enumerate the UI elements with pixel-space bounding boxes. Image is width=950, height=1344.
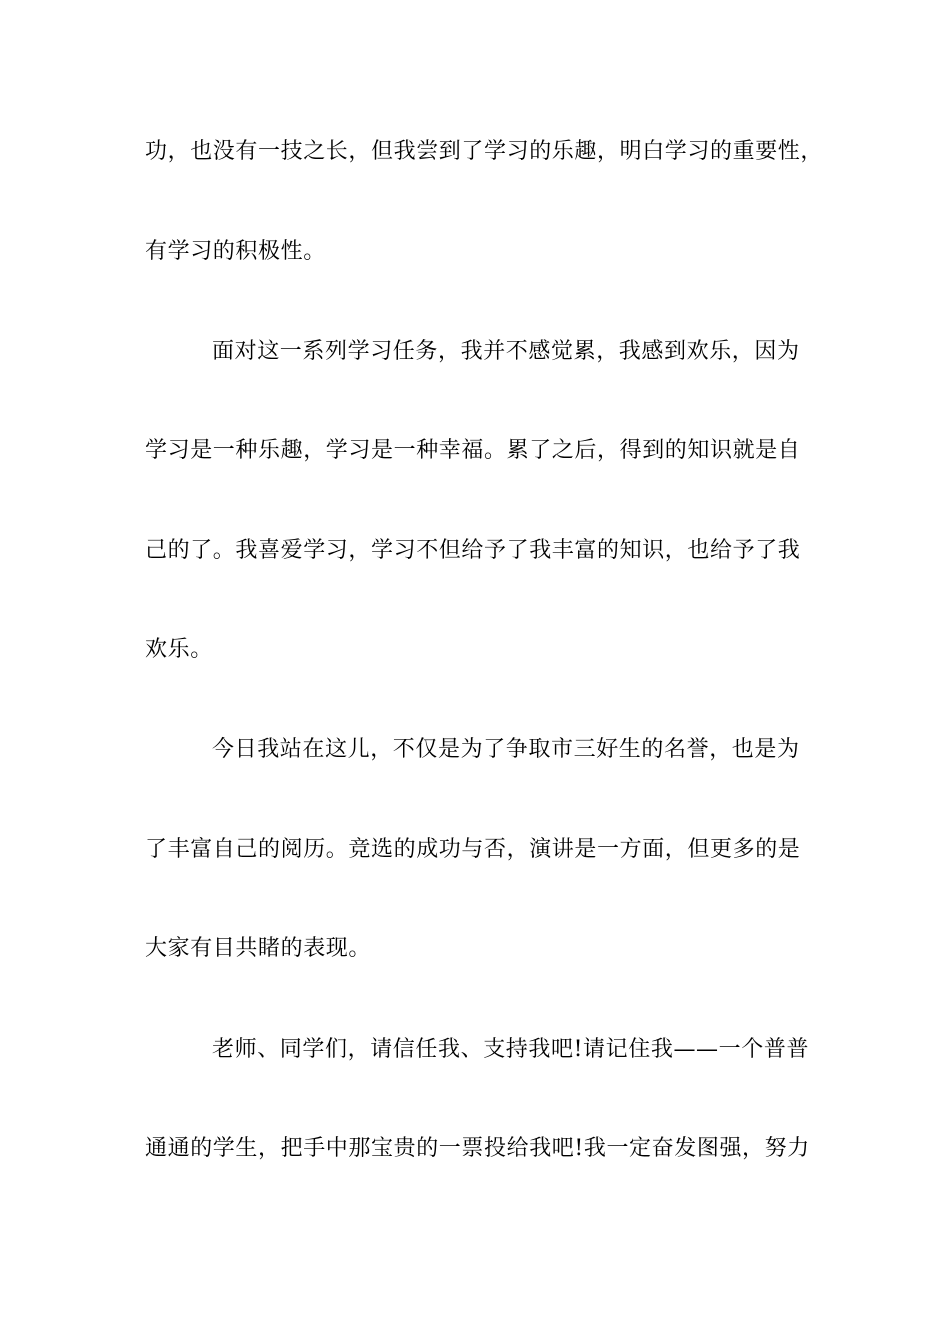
text-line: 学习是一种乐趣，学习是一种幸福。累了之后，得到的知识就是自 bbox=[145, 438, 801, 463]
text-line: 有学习的积极性。 bbox=[145, 239, 326, 264]
text-line: 了丰富自己的阅历。竞选的成功与否，演讲是一方面，但更多的是 bbox=[145, 837, 801, 862]
paragraph-start-line: 老师、同学们，请信任我、支持我吧!请记住我——一个普普 bbox=[212, 1037, 810, 1062]
text-line: 欢乐。 bbox=[145, 637, 213, 662]
paragraph-start-line: 今日我站在这儿，不仅是为了争取市三好生的名誉，也是为 bbox=[212, 737, 800, 762]
paragraph-start-line: 面对这一系列学习任务，我并不感觉累，我感到欢乐，因为 bbox=[212, 339, 800, 364]
text-line: 通通的学生，把手中那宝贵的一票投给我吧!我一定奋发图强，努力 bbox=[145, 1136, 810, 1161]
text-line: 己的了。我喜爱学习，学习不但给予了我丰富的知识，也给予了我 bbox=[145, 538, 801, 563]
text-line: 大家有目共睹的表现。 bbox=[145, 936, 372, 961]
text-line: 功，也没有一技之长，但我尝到了学习的乐趣，明白学习的重要性， bbox=[145, 139, 824, 164]
